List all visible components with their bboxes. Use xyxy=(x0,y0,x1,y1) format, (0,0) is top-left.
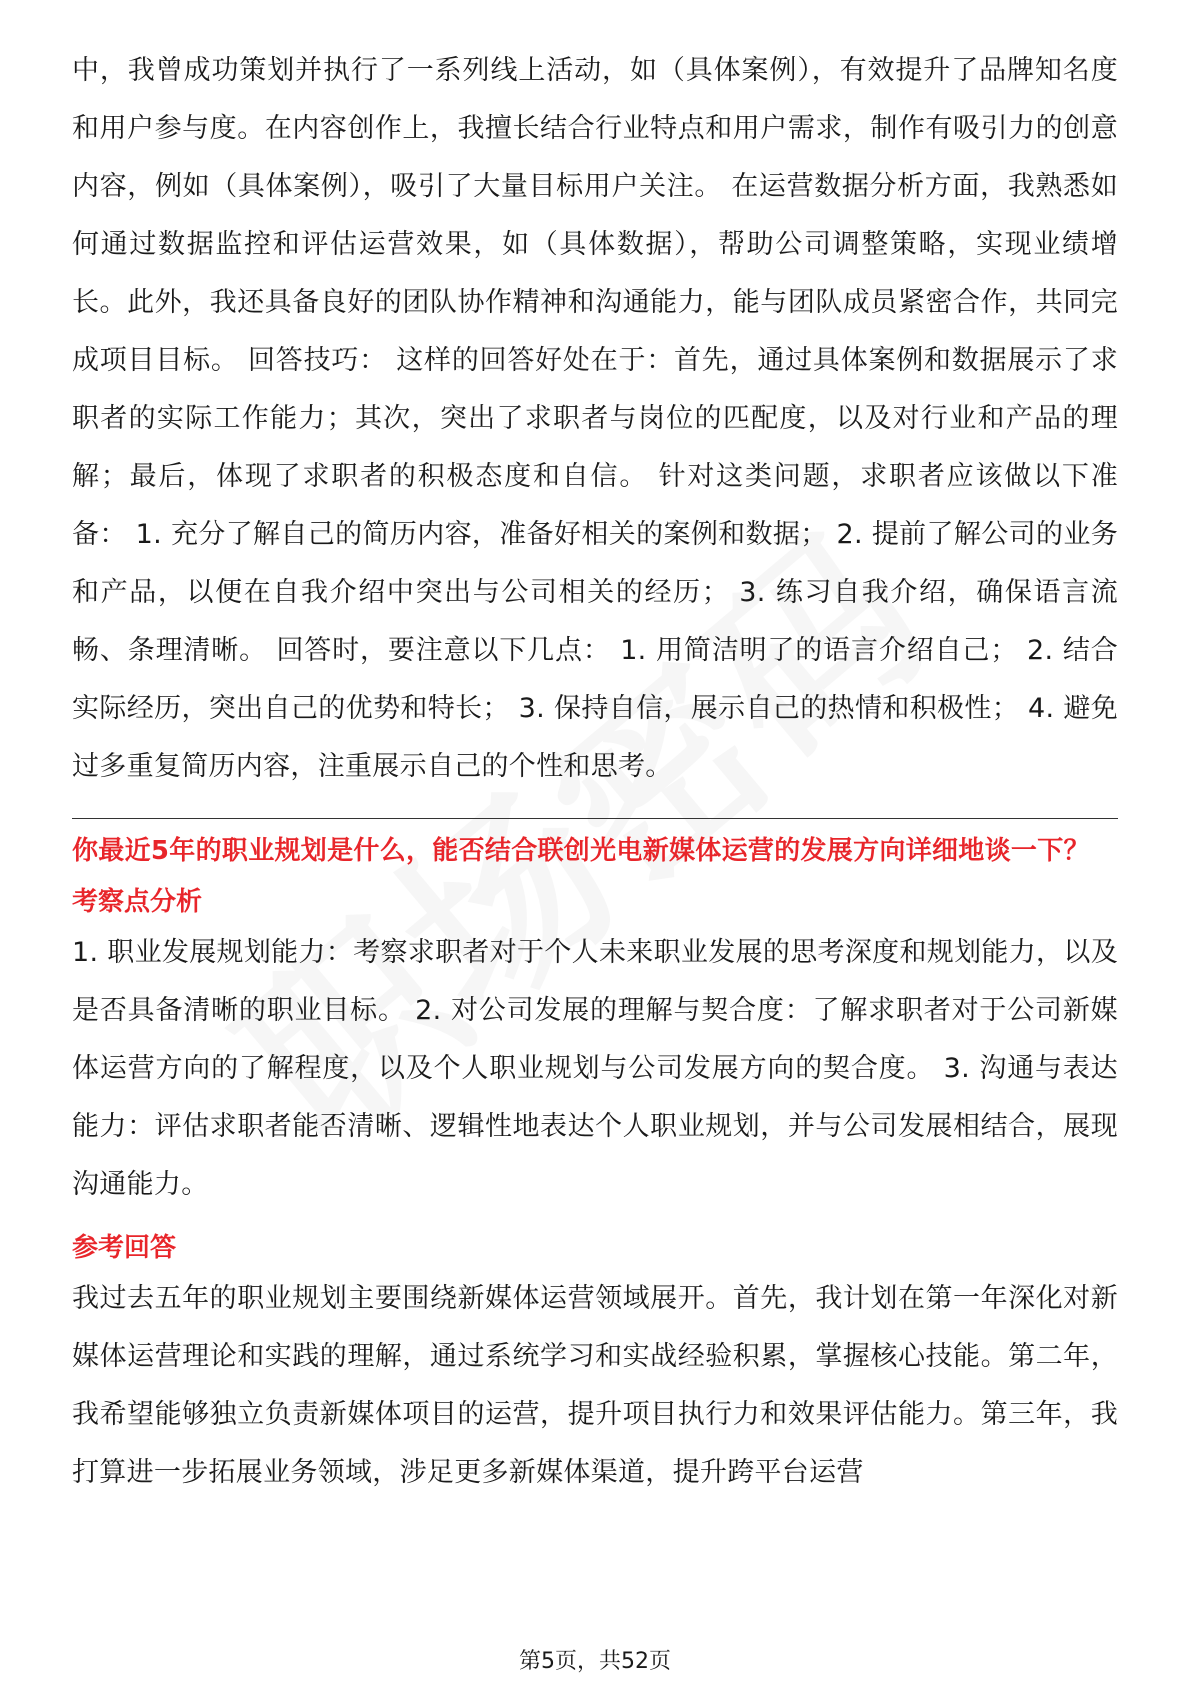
analysis-paragraph: 1. 职业发展规划能力：考察求职者对于个人未来职业发展的思考深度和规划能力，以及是否具备清晰的职业目标。 2. 对公司发展的理解与契合度：了解求职者对于公司新媒体运营方向的了解程度，以及个人职业规划与公司发展方向的契合度。 3. 沟通与表达能力：评估求职者能否清晰、逻辑性地表达个人职业规划，并与公司发展相结合，展现沟通能力。 xyxy=(72,937,1118,1200)
question-title: 你最近5年的职业规划是什么，能否结合联创光电新媒体运营的发展方向详细地谈一下？ xyxy=(72,836,1090,866)
page-content xyxy=(72,42,1118,1502)
answer-heading: 参考回答 xyxy=(72,1233,177,1263)
intro-paragraph: 中，我曾成功策划并执行了一系列线上活动，如（具体案例），有效提升了品牌知名度和用户参与度。在内容创作上，我擅长结合行业特点和用户需求，制作有吸引力的创意内容，例如（具体案例），吸引了大量目标用户关注。 在运营数据分析方面，我熟悉如何通过数据监控和评估运营效果，如（具体数据），帮助公司调整策略，实现业绩增长。此外，我还具备良好的团队协作精神和沟通能力，能与团队成员紧密合作，共同完成项目目标。 回答技巧： 这样的回答好处在于：首先，通过具体案例和数据展示了求职者的实际工作能力；其次，突出了求职者与岗位的匹配度，以及对行业和产品的理解；最后，体现了求职者的积极态度和自信。 针对这类问题，求职者应该做以下准备： 1. 充分了解自己的简历内容，准备好相关的案例和数据； 2. 提前了解公司的业务和产品，以便在自我介绍中突出与公司相关的经历； 3. 练习自我介绍，确保语言流畅、条理清晰。 回答时，要注意以下几点： 1. 用简洁明了的语言介绍自己； 2. 结合实际经历，突出自己的优势和特长； 3. 保持自信，展示自己的热情和积极性； 4. 避免过多重复简历内容，注重展示自己的个性和思考。 xyxy=(72,55,1118,782)
answer-paragraph: 我过去五年的职业规划主要围绕新媒体运营领域展开。首先，我计划在第一年深化对新媒体运营理论和实践的理解，通过系统学习和实战经验积累，掌握核心技能。第二年，我希望能够独立负责新媒体项目的运营，提升项目执行力和效果评估能力。第三年，我打算进一步拓展业务领域，涉足更多新媒体渠道，提升跨平台运营 xyxy=(72,1283,1118,1488)
section-divider xyxy=(72,818,1118,819)
page-indicator: 第5页，共52页 xyxy=(519,1649,671,1674)
analysis-heading: 考察点分析 xyxy=(72,887,203,917)
